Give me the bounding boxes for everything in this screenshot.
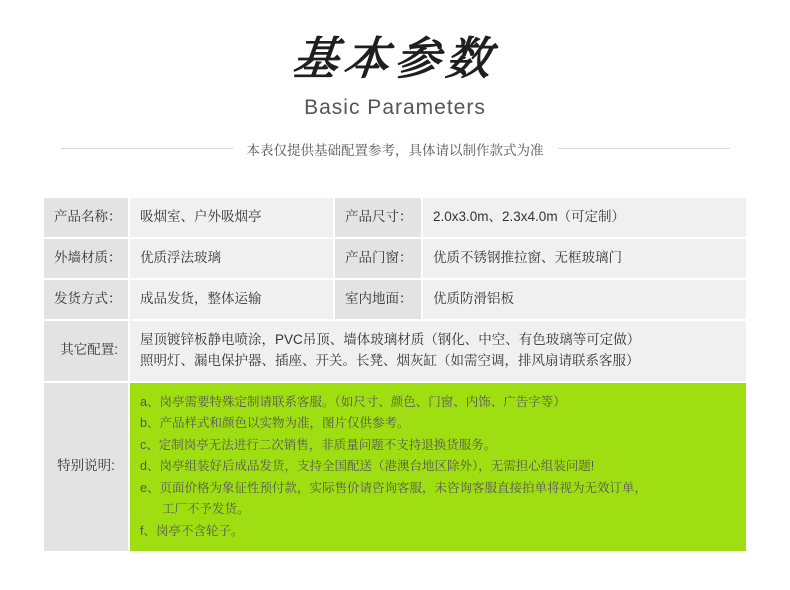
special-note-line: b、产品样式和颜色以实物为准，图片仅供参考。 [140, 416, 410, 431]
cell-value-wall-material: 优质浮法玻璃 [129, 238, 334, 279]
special-note-line: a、岗亭需要特殊定制请联系客服。（如尺寸、颜色、门窗、内饰、广告字等） [140, 394, 566, 409]
other-config-line: 照明灯、漏电保护器、插座、开关。长凳、烟灰缸（如需空调，排风扇请联系客服） [140, 352, 640, 368]
subtitle-row [0, 139, 790, 159]
table-row [43, 197, 747, 238]
cell-label-special-note: 特别说明: [43, 382, 129, 553]
special-note-line: 工厂不予发货。 [162, 502, 250, 517]
other-config-line: 屋顶镀锌板静电喷涂，PVC吊顶、墙体玻璃材质（钢化、中空、有色玻璃等可定做） [140, 331, 641, 347]
divider-right [558, 148, 730, 149]
cell-label-floor: 室内地面： [334, 279, 422, 320]
cell-value-doors-windows: 优质不锈钢推拉窗、无框玻璃门 [422, 238, 747, 279]
special-note-line: f、岗亭不含轮子。 [140, 523, 244, 538]
cell-label-other-config: 其它配置: [43, 320, 129, 382]
cell-label-shipping: 发货方式： [43, 279, 129, 320]
cell-value-special-note [129, 382, 747, 553]
page-title-en: Basic Parameters [304, 95, 486, 119]
cell-value-floor: 优质防滑铝板 [422, 279, 747, 320]
cell-value-other-config [129, 320, 747, 382]
page-title-cn: 基本参数 [290, 32, 500, 85]
cell-value-product-size: 2.0x3.0m、2.3x4.0m（可定制） [422, 197, 747, 238]
page-subtitle: 本表仅提供基础配置参考，具体请以制作款式为准 [246, 142, 544, 158]
table-row [43, 279, 747, 320]
special-note-line: d、岗亭组装好后成品发货，支持全国配送（港澳台地区除外），无需担心组装问题! [140, 459, 595, 474]
table-row-other-config [43, 320, 747, 382]
divider-left [61, 148, 233, 149]
page-header [0, 0, 790, 159]
cell-label-wall-material: 外墙材质： [43, 238, 129, 279]
spec-table [42, 196, 748, 553]
special-note-line: e、页面价格为象征性预付款，实际售价请咨询客服，未咨询客服直接拍单将视为无效订单， [140, 480, 647, 495]
cell-label-product-name: 产品名称： [43, 197, 129, 238]
special-note-line: c、定制岗亭无法进行二次销售，非质量问题不支持退换货服务。 [140, 437, 497, 452]
spec-table-wrapper [42, 196, 748, 553]
cell-label-doors-windows: 产品门窗： [334, 238, 422, 279]
cell-value-product-name: 吸烟室、户外吸烟亭 [129, 197, 334, 238]
cell-label-product-size: 产品尺寸： [334, 197, 422, 238]
table-row-special-note [43, 382, 747, 553]
table-row [43, 238, 747, 279]
cell-value-shipping: 成品发货，整体运输 [129, 279, 334, 320]
